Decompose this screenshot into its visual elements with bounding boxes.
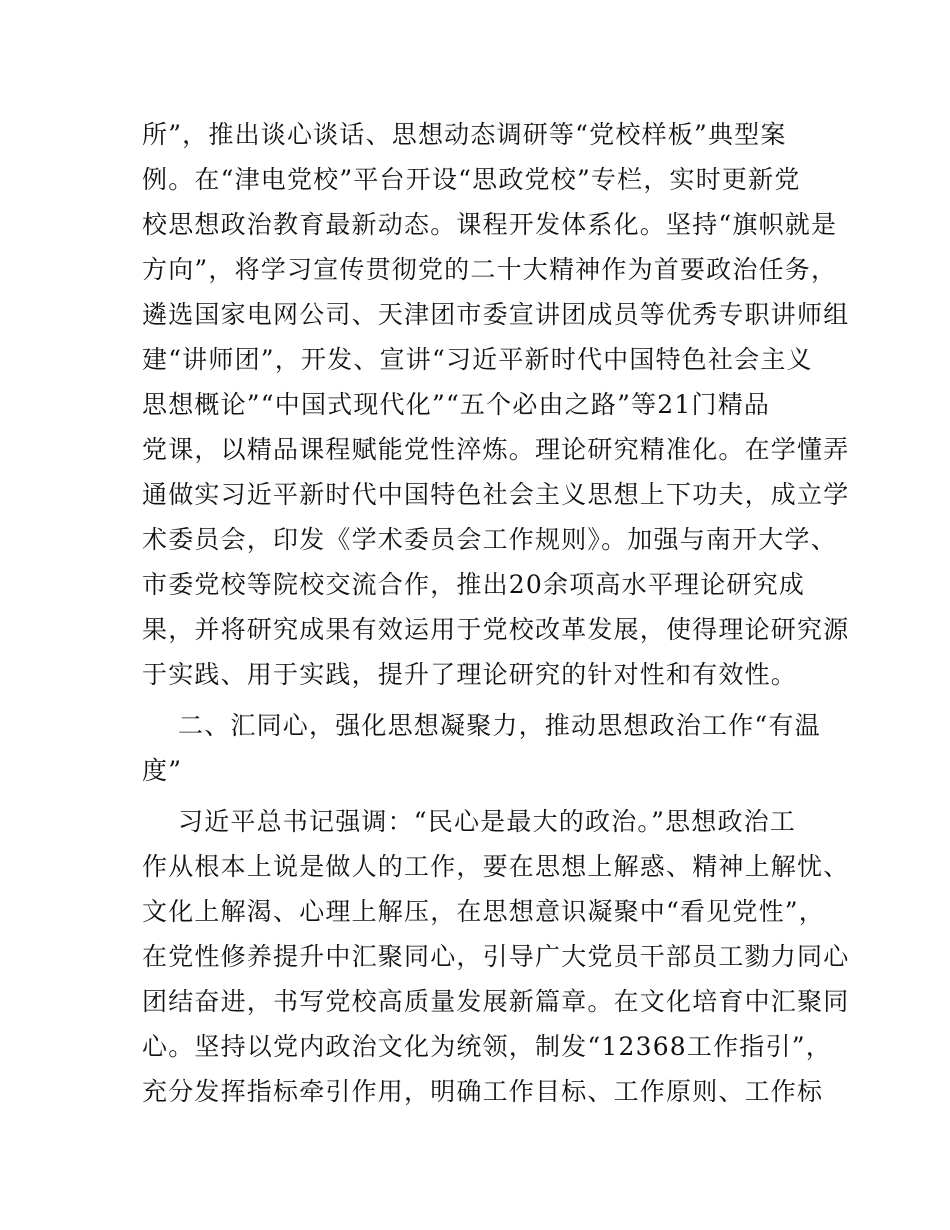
text-line: 心。坚持以党内政治文化为统领，制发“12368工作指引”， (142, 1032, 832, 1061)
text-line: 例。在“津电党校”平台开设“思政党校”专栏，实时更新党 (142, 165, 801, 194)
section-heading (142, 703, 821, 793)
document-page (142, 112, 850, 1114)
text-line: 通做实习近平新时代中国特色社会主义思想上下功夫，成立学 (142, 480, 850, 509)
text-line: 术委员会，印发《学术委员会工作规则》。加强与南开大学、 (142, 525, 837, 554)
text-line: 所”，推出谈心谈话、思想动态调研等“党校样板”典型案 (142, 120, 787, 149)
text-line: 于实践、用于实践，提升了理论研究的针对性和有效性。 (142, 660, 798, 689)
heading-line: 度” (142, 756, 183, 785)
text-line: 习近平总书记强调：“民心是最大的政治。”思想政治工 (178, 807, 797, 836)
text-line: 思想概论”“中国式现代化”“五个必由之路”等21门精品 (142, 390, 771, 419)
heading-line: 二、汇同心，强化思想凝聚力，推动思想政治工作“有温 (178, 711, 821, 740)
text-line: 果，并将研究成果有效运用于党校改革发展，使得理论研究源 (142, 615, 850, 644)
text-line: 建“讲师团”，开发、宣讲“习近平新时代中国特色社会主义 (142, 345, 813, 374)
paragraph-cohesion (142, 799, 850, 1114)
text-line: 团结奋进，书写党校高质量发展新篇章。在文化培育中汇聚同 (142, 987, 850, 1016)
text-line: 充分发挥指标牵引作用，明确工作目标、工作原则、工作标 (142, 1077, 824, 1106)
text-line: 方向”，将学习宣传贯彻党的二十大精神作为首要政治任务， (142, 255, 838, 284)
text-line: 遴选国家电网公司、天津团市委宣讲团成员等优秀专职讲师组 (142, 300, 850, 329)
paragraph-theory-research (142, 112, 850, 697)
text-line: 作从根本上说是做人的工作，要在思想上解惑、精神上解忧、 (142, 852, 850, 881)
text-line: 市委党校等院校交流合作，推出20余项高水平理论研究成 (142, 570, 806, 599)
text-line: 校思想政治教育最新动态。课程开发体系化。坚持“旗帜就是 (142, 210, 838, 239)
text-line: 在党性修养提升中汇聚同心，引导广大党员干部员工勠力同心 (142, 942, 850, 971)
text-line: 文化上解渴、心理上解压，在思想意识凝聚中“看见党性”， (142, 897, 825, 926)
text-line: 党课，以精品课程赋能党性淬炼。理论研究精准化。在学懂弄 (142, 435, 850, 464)
